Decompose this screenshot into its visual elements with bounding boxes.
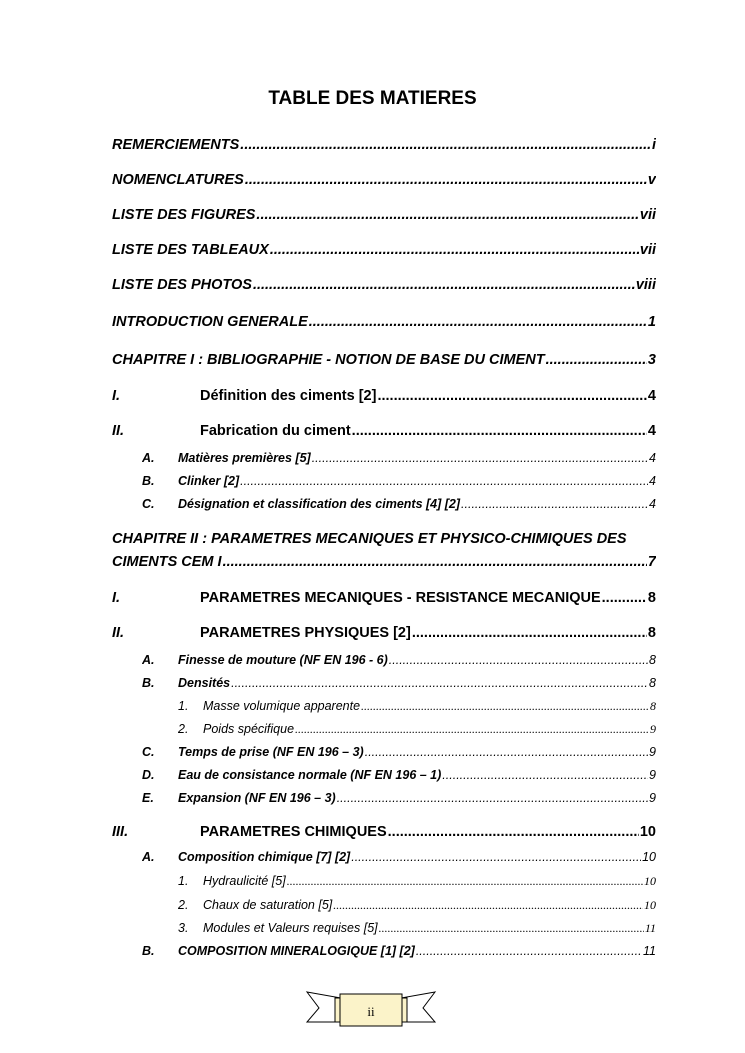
toc-entry-number: D. <box>142 768 155 782</box>
toc-entry-subsection[interactable] <box>142 745 656 759</box>
toc-entry-number: B. <box>142 944 155 958</box>
toc-leader <box>361 699 649 714</box>
toc-leader <box>256 207 638 223</box>
toc-entry-number: B. <box>142 474 155 488</box>
toc-entry-subsection[interactable] <box>142 944 656 958</box>
toc-entry-text: REMERCIEMENTS <box>112 137 240 153</box>
toc-entry-text: Désignation et classification des ciments [4] [2] <box>178 497 461 511</box>
toc-entry-subsection[interactable] <box>142 451 656 465</box>
toc-entry-subsection[interactable] <box>142 791 656 805</box>
toc-entry-liste-photos[interactable] <box>112 277 656 293</box>
toc-entry-text: CIMENTS CEM I <box>112 554 222 570</box>
toc-entry-text: Définition des ciments [2] <box>200 388 377 404</box>
toc-entry-text: Finesse de mouture (NF EN 196 - 6) <box>178 653 388 667</box>
toc-entry-number: 1. <box>178 874 189 888</box>
toc-leader <box>333 898 643 913</box>
toc-entry-chapitre-2-line1[interactable]: CHAPITRE II : PARAMETRES MECANIQUES ET PHYSICO-CHIMIQUES DES <box>112 531 627 547</box>
toc-leader <box>351 850 641 864</box>
toc-leader <box>309 314 647 330</box>
toc-leader <box>442 768 648 782</box>
toc-entry-page: 9 <box>650 722 656 736</box>
toc-entry-subsection[interactable] <box>142 676 656 690</box>
toc-entry-subsection[interactable] <box>142 768 656 782</box>
toc-entry-page: 10 <box>644 874 656 888</box>
toc-leader <box>389 653 648 667</box>
toc-entry-subsubsection[interactable] <box>178 898 656 913</box>
toc-entry-section[interactable] <box>112 388 656 404</box>
toc-entry-text: Temps de prise (NF EN 196 – 3) <box>178 745 364 759</box>
toc-entry-introduction[interactable] <box>112 314 656 330</box>
toc-entry-text: INTRODUCTION GENERALE <box>112 314 308 330</box>
toc-entry-page: vii <box>639 207 656 223</box>
toc-entry-page: 8 <box>647 625 656 641</box>
toc-entry-text: Masse volumique apparente <box>203 699 361 713</box>
toc-entry-text: Clinker [2] <box>178 474 240 488</box>
toc-entry-page: 7 <box>647 554 656 570</box>
toc-entry-page: 11 <box>644 921 656 935</box>
toc-entry-text: Eau de consistance normale (NF EN 196 – 1) <box>178 768 442 782</box>
toc-entry-text: LISTE DES PHOTOS <box>112 277 252 293</box>
toc-leader <box>295 722 649 737</box>
toc-entry-page: 4 <box>649 451 656 465</box>
toc-leader <box>240 474 648 488</box>
toc-entry-page: 9 <box>649 745 656 759</box>
toc-entry-number: III. <box>112 824 129 840</box>
toc-entry-text: LISTE DES FIGURES <box>112 207 256 223</box>
toc-entry-subsection[interactable] <box>142 850 656 864</box>
toc-entry-text: PARAMETRES PHYSIQUES [2] <box>200 625 411 641</box>
toc-entry-chapitre-1[interactable] <box>112 352 656 368</box>
toc-entry-number: 2. <box>178 722 189 736</box>
toc-entry-text: PARAMETRES CHIMIQUES <box>200 824 387 840</box>
toc-leader <box>231 676 648 690</box>
toc-entry-page: 4 <box>649 474 656 488</box>
toc-entry-nomenclatures[interactable] <box>112 172 656 188</box>
toc-leader <box>270 242 639 258</box>
toc-entry-page: 9 <box>649 791 656 805</box>
toc-entry-number: A. <box>142 850 155 864</box>
toc-entry-page: 8 <box>647 590 656 606</box>
toc-entry-page: 4 <box>647 388 656 404</box>
toc-entry-text: Poids spécifique <box>203 722 295 736</box>
toc-entry-number: 2. <box>178 898 189 912</box>
toc-leader <box>287 874 643 889</box>
toc-entry-text: Densités <box>178 676 231 690</box>
toc-leader <box>240 137 651 153</box>
toc-entry-number: II. <box>112 423 125 439</box>
toc-entry-subsubsection[interactable] <box>178 874 656 889</box>
toc-entry-text: Modules et Valeurs requises [5] <box>203 921 378 935</box>
toc-entry-number: I. <box>112 590 121 606</box>
toc-entry-text: Composition chimique [7] [2] <box>178 850 351 864</box>
toc-entry-number: C. <box>142 745 155 759</box>
toc-entry-number: E. <box>142 791 154 805</box>
toc-leader <box>546 352 647 368</box>
toc-entry-page: 8 <box>650 699 656 713</box>
toc-entry-number: 1. <box>178 699 189 713</box>
toc-entry-page: 1 <box>647 314 656 330</box>
page-number: ii <box>367 1004 375 1019</box>
toc-leader <box>461 497 648 511</box>
toc-entry-text: Matières premières [5] <box>178 451 311 465</box>
toc-entry-page: 10 <box>639 824 656 840</box>
toc-entry-page: 4 <box>647 423 656 439</box>
toc-entry-subsection[interactable] <box>142 474 656 488</box>
toc-leader <box>365 745 648 759</box>
toc-leader <box>253 277 635 293</box>
toc-entry-section[interactable] <box>112 625 656 641</box>
toc-entry-number: I. <box>112 388 121 404</box>
toc-leader <box>379 921 644 936</box>
toc-leader <box>416 944 642 958</box>
toc-leader <box>312 451 648 465</box>
toc-entry-text: PARAMETRES MECANIQUES - RESISTANCE MECANIQUE <box>200 590 601 606</box>
toc-entry-number: C. <box>142 497 155 511</box>
toc-entry-text: Fabrication du ciment <box>200 423 351 439</box>
toc-entry-chapitre-2[interactable] <box>112 554 656 570</box>
toc-entry-subsubsection[interactable] <box>178 722 656 737</box>
toc-entry-subsection[interactable] <box>142 653 656 667</box>
toc-entry-page: 11 <box>643 944 656 958</box>
toc-leader <box>352 423 647 439</box>
toc-entry-subsubsection[interactable] <box>178 921 656 936</box>
toc-entry-subsection[interactable] <box>142 497 656 511</box>
toc-leader <box>412 625 647 641</box>
toc-entry-text: COMPOSITION MINERALOGIQUE [1] [2] <box>178 944 415 958</box>
toc-entry-section[interactable] <box>112 423 656 439</box>
toc-entry-text: Chaux de saturation [5] <box>203 898 333 912</box>
toc-leader <box>337 791 648 805</box>
toc-entry-number: A. <box>142 653 155 667</box>
toc-entry-number: B. <box>142 676 155 690</box>
toc-entry-text: LISTE DES TABLEAUX <box>112 242 269 258</box>
toc-entry-page: vii <box>639 242 656 258</box>
toc-entry-liste-tableaux[interactable] <box>112 242 656 258</box>
toc-entry-number: 3. <box>178 921 189 935</box>
toc-entry-text: NOMENCLATURES <box>112 172 244 188</box>
toc-entry-text: CHAPITRE I : BIBLIOGRAPHIE - NOTION DE BASE DU CIMENT <box>112 352 545 368</box>
toc-entry-page: v <box>647 172 656 188</box>
toc-entry-page: 4 <box>649 497 656 511</box>
page-title: TABLE DES MATIERES <box>268 88 477 109</box>
toc-entry-text: Expansion (NF EN 196 – 3) <box>178 791 336 805</box>
toc-entry-section[interactable] <box>112 590 656 606</box>
toc-entry-liste-figures[interactable] <box>112 207 656 223</box>
toc-leader <box>602 590 647 606</box>
toc-entry-page: 8 <box>649 676 656 690</box>
toc-leader <box>245 172 647 188</box>
toc-entry-page: 8 <box>649 653 656 667</box>
toc-entry-subsubsection[interactable] <box>178 699 656 714</box>
toc-leader <box>377 388 646 404</box>
toc-entry-page: 10 <box>644 898 656 912</box>
toc-entry-text: Hydraulicité [5] <box>203 874 286 888</box>
toc-entry-section[interactable] <box>112 824 656 840</box>
toc-entry-page: i <box>651 137 656 153</box>
toc-entry-page: 3 <box>647 352 656 368</box>
toc-entry-number: A. <box>142 451 155 465</box>
toc-entry-page: 9 <box>649 768 656 782</box>
toc-entry-remerciements[interactable] <box>112 137 656 153</box>
toc-entry-page: viii <box>635 277 656 293</box>
toc-entry-number: II. <box>112 625 125 641</box>
toc-entry-page: 10 <box>642 850 656 864</box>
toc-leader <box>223 554 647 570</box>
toc-leader <box>388 824 639 840</box>
